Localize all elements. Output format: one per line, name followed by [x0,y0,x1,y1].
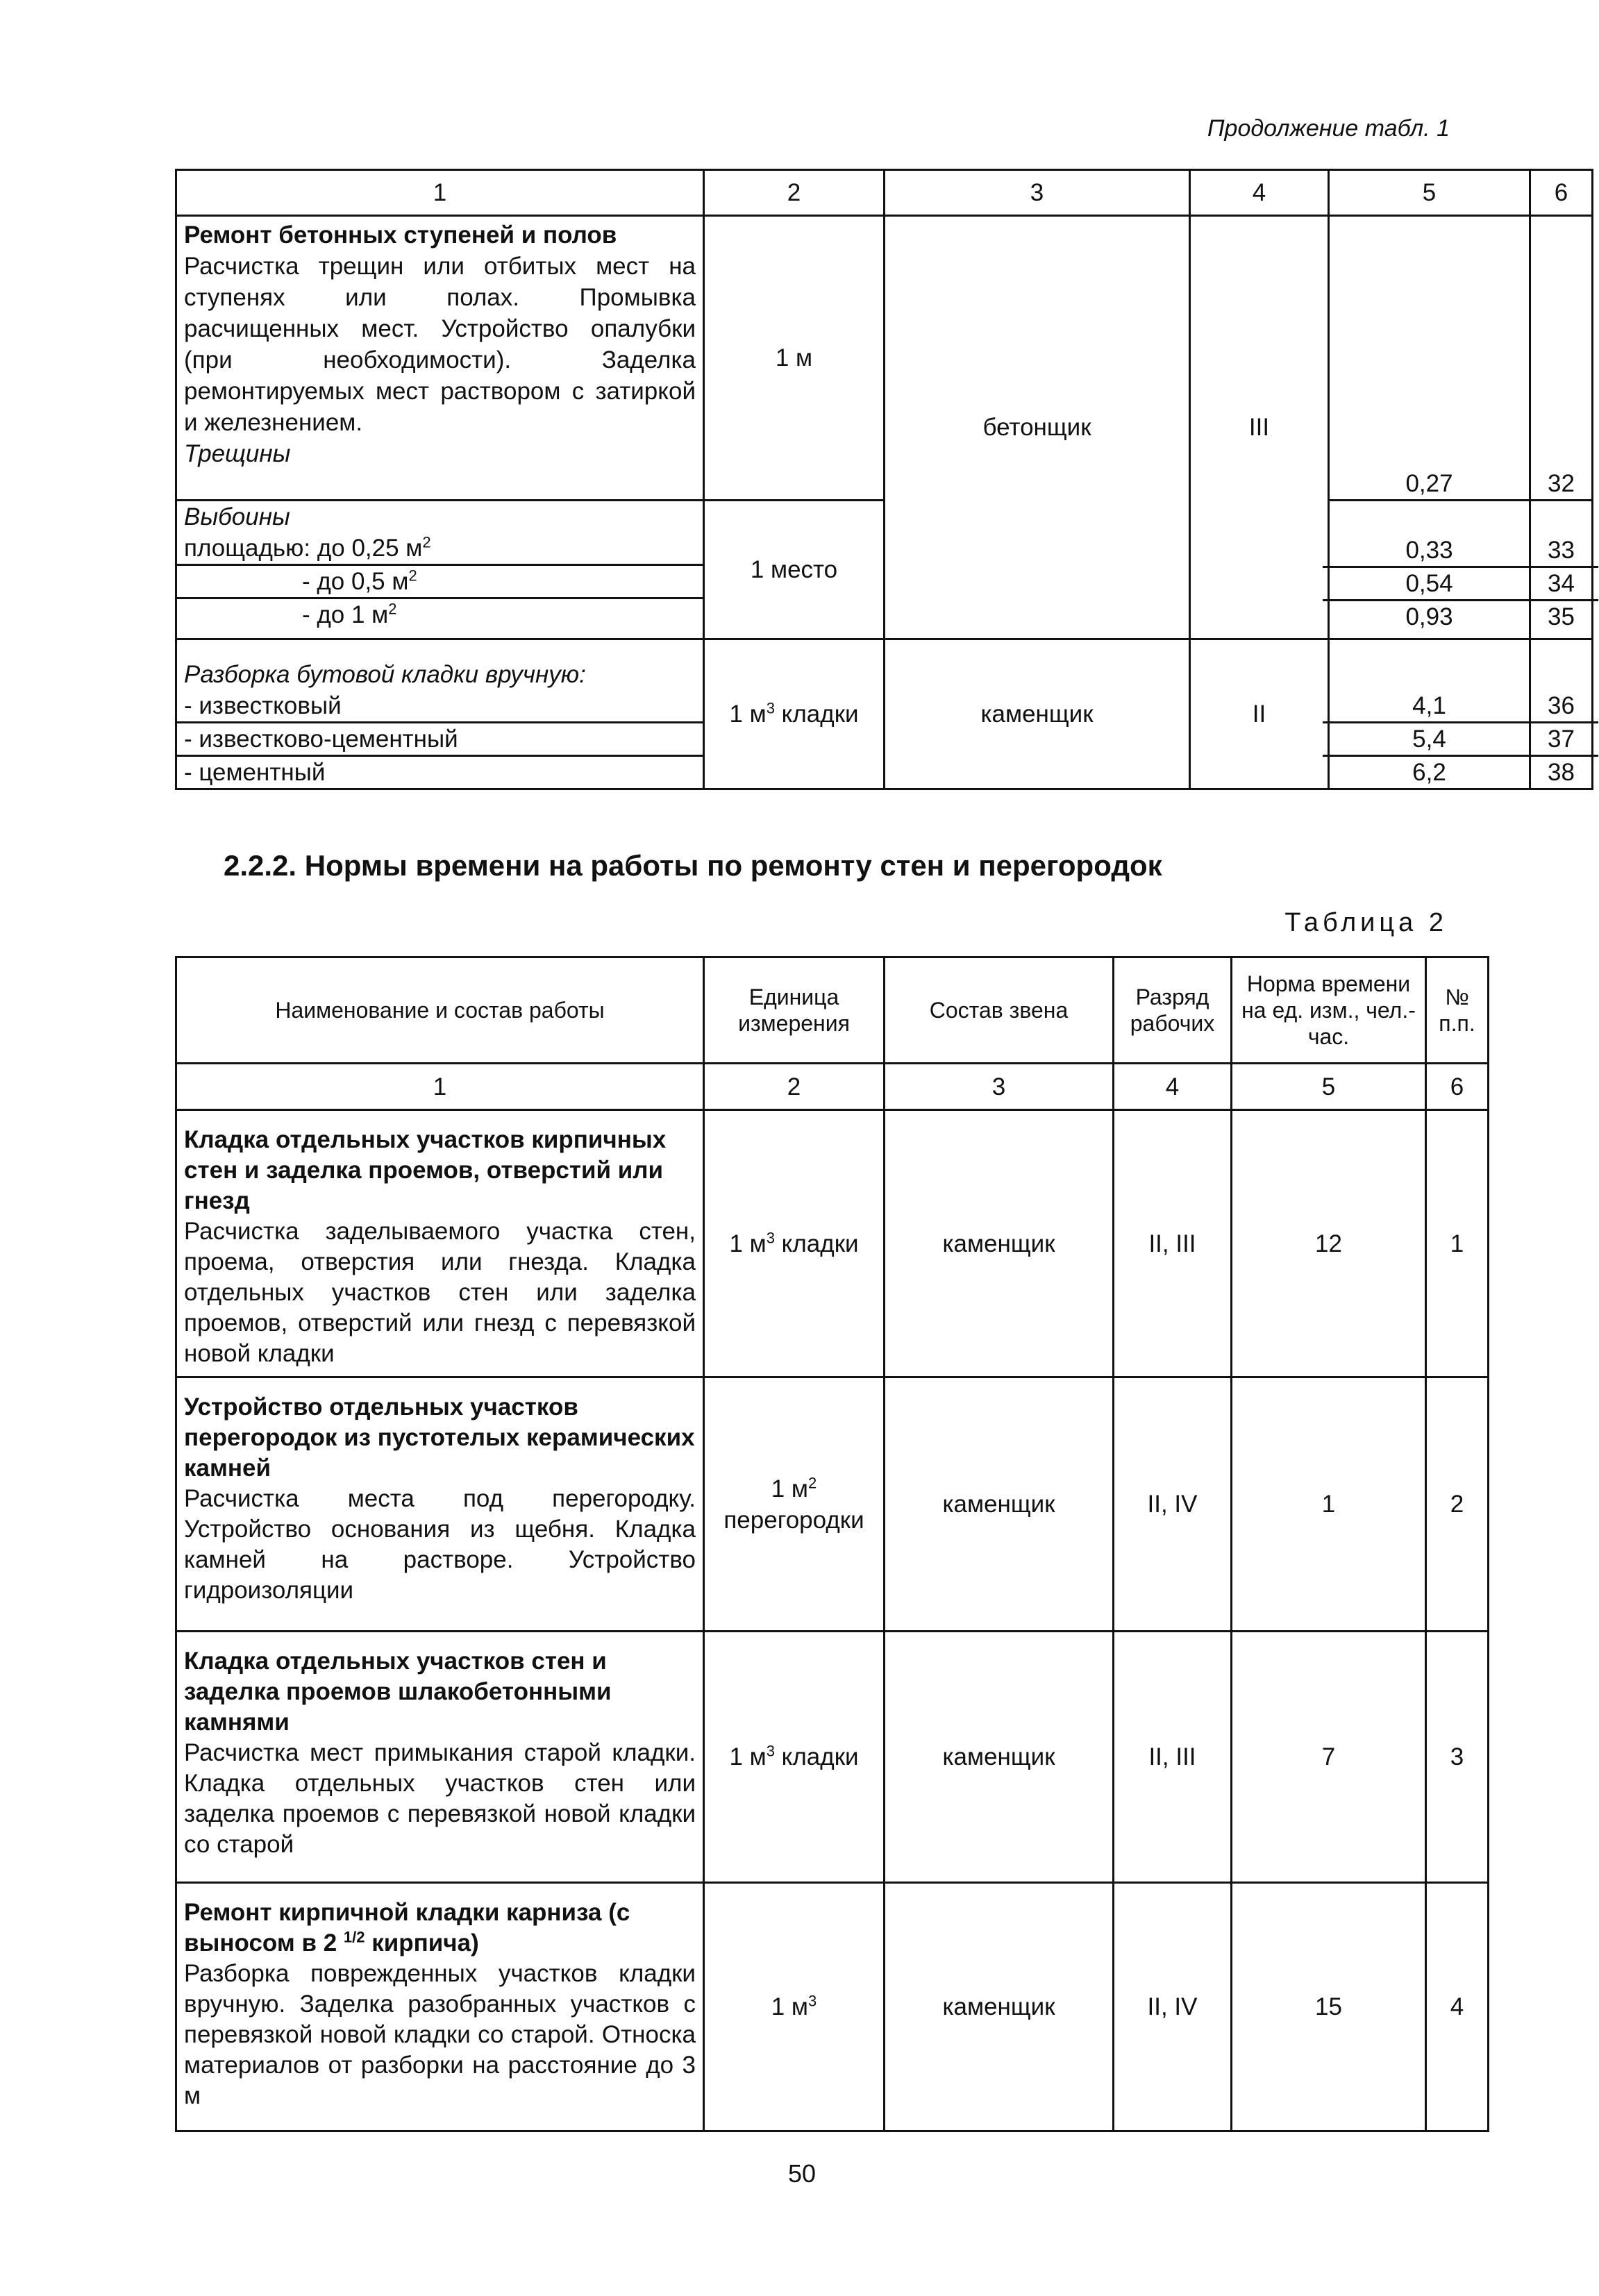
col-number: 6 [1426,1064,1489,1110]
work-text: Расчистка трещин или отбитых мест на ступенях или полах. Промывка расчищенных мест. Устройство опалубки (при необходимости). Заделка ремонтируемых мест раствором с затиркой и железнением. [184,253,696,436]
table-row [176,1632,1489,1883]
grade-cell: II, IV [1114,1377,1232,1632]
table-continuation-label: Продолжение табл. 1 [1207,115,1450,142]
work-title: Кладка отдельных участков стен и заделка проемов шлакобетонными камнями [184,1648,612,1736]
grade-cell: II, III [1114,1632,1232,1883]
col-number: 1 [176,170,704,216]
work-sublabel: Трещины [184,440,291,467]
work-sublabel: - до 0,5 $м^2$ [177,564,703,597]
unit-cell: 1 $м^2$ перегородки [704,1377,885,1632]
col-number: 1 [176,1064,704,1110]
grade-cell: II, III [1114,1110,1232,1377]
col-number: 5 [1232,1064,1426,1110]
work-title: Разборка бутовой кладки вручную: [184,661,586,688]
col-number: 3 [885,170,1190,216]
norm-cell: 0,27 [1329,216,1530,501]
col-number: 6 [1530,170,1593,216]
table-row [176,639,1593,789]
table-row [176,1110,1489,1377]
section-heading: 2.2.2. Нормы времени на работы по ремонту стен и перегородок [224,849,1162,882]
number-cell: 33 34 35 [1530,501,1593,639]
worker-cell: бетонщик [885,216,1190,639]
grade-cell: II, IV [1114,1883,1232,2131]
work-description [176,216,704,501]
page-number: 50 [788,2159,817,2188]
number-cell: 3 [1426,1632,1489,1883]
worker-cell: каменщик [885,1883,1114,2131]
worker-cell: каменщик [885,1377,1114,1632]
work-sublabel: площадью: до 0,25 $м^2$ [184,533,431,562]
work-description [176,1883,704,2131]
work-text: Разборка поврежденных участков кладки вручную. Заделка разобранных участков с перевязкой новой кладки со старой. Относка материалов от разборки на расстояние до 3 м [184,1960,696,2109]
header-cell: Наименование и состав работы [176,957,704,1064]
header-cell: Норма времени на ед. изм., чел.-час. [1232,957,1426,1064]
work-title: Ремонт кирпичной кладки карниза (с выносом в 2 $^{1/2}$ кирпича) [184,1899,630,1956]
header-cell: Разряд рабочих [1114,957,1232,1064]
work-description [176,639,704,789]
norm-cell: 12 [1232,1110,1426,1377]
norm-cell: 7 [1232,1632,1426,1883]
table-row [176,170,1593,216]
col-number: 2 [704,170,885,216]
number-cell: 2 [1426,1377,1489,1632]
col-number: 5 [1329,170,1530,216]
table-row [176,1883,1489,2131]
unit-cell: 1 м [704,216,885,501]
work-title: Кладка отдельных участков кирпичных стен и заделка проемов, отверстий или гнезд [184,1126,667,1214]
worker-cell: каменщик [885,639,1190,789]
norm-cell: 0,33 0,54 0,93 [1329,501,1530,639]
header-cell: Состав звена [885,957,1114,1064]
table-row [176,216,1593,501]
col-number: 4 [1190,170,1329,216]
work-sublabel: - до 1 $м^2$ [177,597,703,630]
unit-cell: 1 $м^3$ кладки [704,1632,885,1883]
col-number: 4 [1114,1064,1232,1110]
work-title: Устройство отдельных участков перегородок из пустотелых керамических камней [184,1393,695,1482]
col-number: 3 [885,1064,1114,1110]
table-row [176,1064,1489,1110]
header-cell: Единица измерения [704,957,885,1064]
header-cell: № п.п. [1426,957,1489,1064]
unit-cell: 1 $м^3$ [704,1883,885,2131]
norm-cell: 1 [1232,1377,1426,1632]
work-description [176,1377,704,1632]
grade-cell: II [1190,639,1329,789]
worker-cell: каменщик [885,1632,1114,1883]
work-sublabel: - известково-цементный [177,721,703,755]
grade-cell: III [1190,216,1329,639]
worker-cell: каменщик [885,1110,1114,1377]
number-cell: 4 [1426,1883,1489,2131]
number-cell: 36 37 38 [1530,639,1593,789]
number-cell: 32 [1530,216,1593,501]
table-header-row [176,957,1489,1064]
work-title: Ремонт бетонных ступеней и полов [184,221,617,249]
work-text: Расчистка заделываемого участка стен, проема, отверстия или гнезда. Кладка отдельных участков стен или заделка проемов, отверстий или гнезд с перевязкой новой кладки [184,1218,696,1367]
unit-cell: 1 $м^3$ кладки [704,1110,885,1377]
number-cell: 1 [1426,1110,1489,1377]
unit-cell: 1 $м^3$ кладки [704,639,885,789]
work-description [176,501,704,639]
work-text: Расчистка мест примыкания старой кладки. Кладка отдельных участков стен или заделка проемов с перевязкой новой кладки со старой [184,1739,696,1858]
table-label: Таблица 2 [1284,908,1448,937]
col-number: 2 [704,1064,885,1110]
unit-cell: 1 место [704,501,885,639]
table-2 [175,956,1489,2132]
work-sublabel: - цементный [177,755,703,788]
work-sublabel: Выбоины [184,503,290,530]
work-description [176,1110,704,1377]
norm-cell: 15 [1232,1883,1426,2131]
work-sublabel: - известковый [184,692,342,719]
work-text: Расчистка места под перегородку. Устройство основания из щебня. Кладка камней на растворе. Устройство гидроизоляции [184,1485,696,1604]
table-1 [175,169,1593,790]
table-row [176,1377,1489,1632]
norm-cell: 4,1 5,4 6,2 [1329,639,1530,789]
work-description [176,1632,704,1883]
